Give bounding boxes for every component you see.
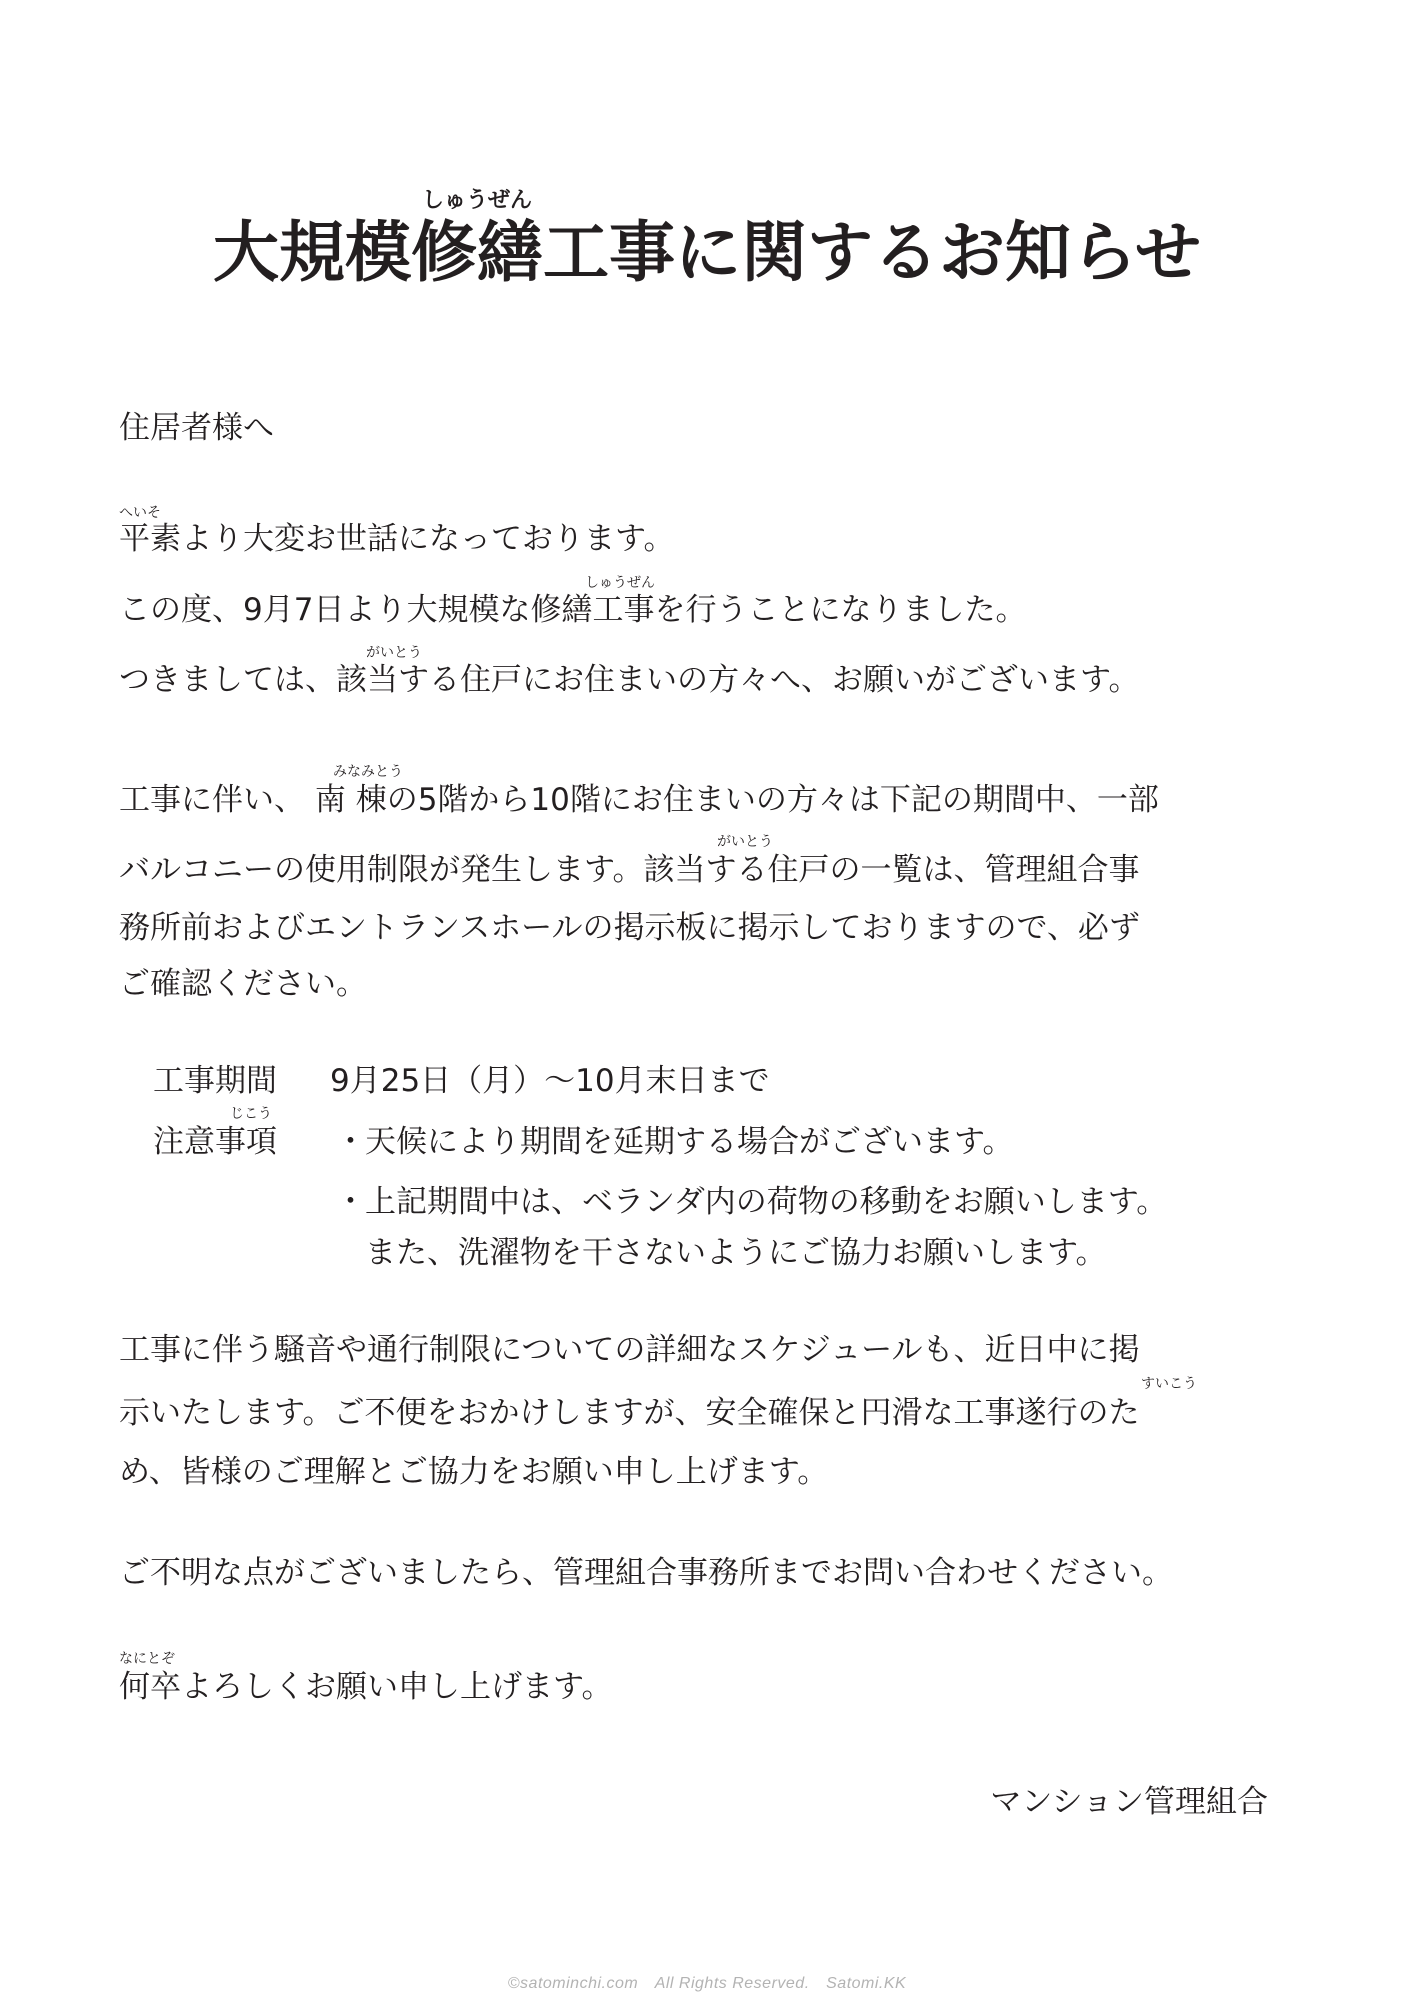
- bullet-mark: ・: [335, 1124, 366, 1160]
- body1-line-3: 務所前およびエントランスホールの掲示板に掲示しておりますので、必ず: [119, 910, 1140, 946]
- ruby-suikou: すいこう: [1141, 1376, 1197, 1392]
- contact-line: ご不明な点がございましたら、管理組合事務所までお問い合わせください。: [119, 1555, 1173, 1591]
- body1-line-4: ご確認ください。: [119, 966, 367, 1002]
- closing-line: 何卒よろしくお願い申し上げます。: [119, 1669, 613, 1705]
- title-ruby: しゅうぜん: [421, 188, 532, 213]
- ruby-shuuzen: しゅうぜん: [585, 575, 655, 591]
- body2-line-1: 工事に伴う騒音や通行制限についての詳細なスケジュールも、近日中に掲: [119, 1332, 1140, 1368]
- signature: マンション管理組合: [990, 1784, 1268, 1820]
- note-continuation: また、洗濯物を干さないようにご協力お願いします。: [365, 1235, 1107, 1271]
- ruby-gaitou-1: がいとう: [366, 645, 422, 661]
- ruby-nanitozo: なにとぞ: [119, 1651, 175, 1667]
- notes-label: 注意事項: [153, 1124, 277, 1160]
- period-label: 工事期間: [153, 1063, 277, 1099]
- copyright-footer: ©satominchi.com All Rights Reserved. Satomi.KK: [507, 1975, 907, 1992]
- body2-line-3: め、皆様のご理解とご協力をお願い申し上げます。: [119, 1454, 829, 1490]
- body1-line-1: 工事に伴い、 南 棟の5階から10階にお住まいの方々は下記の期間中、一部: [119, 782, 1159, 818]
- ruby-gaitou-2: がいとう: [717, 834, 773, 850]
- ruby-minamitou: みなみとう: [333, 764, 403, 780]
- body1-line-2: バルコニーの使用制限が発生します。該当する住戸の一覧は、管理組合事: [119, 852, 1140, 888]
- ruby-heiso: へいそ: [119, 505, 161, 521]
- ruby-jikou: じこう: [230, 1106, 272, 1122]
- note-text: 上記期間中は、ベランダ内の荷物の移動をお願いします。: [365, 1184, 1168, 1220]
- intro-line-2: この度、9月7日より大規模な修繕工事を行うことになりました。: [119, 592, 1027, 628]
- intro-line-1: 平素より大変お世話になっております。: [119, 521, 675, 557]
- note-item: [335, 1122, 1014, 1162]
- bullet-mark: ・: [335, 1184, 366, 1220]
- body2-line-2: 示いたします。ご不便をおかけしますが、安全確保と円滑な工事遂行のた: [119, 1395, 1140, 1431]
- greeting: 住居者様へ: [119, 410, 274, 446]
- page-title: 大規模修繕工事に関するお知らせ: [212, 214, 1202, 291]
- note-item: [335, 1182, 1167, 1222]
- note-text: 天候により期間を延期する場合がございます。: [365, 1124, 1014, 1160]
- period-value: 9月25日（月）～10月末日まで: [330, 1063, 770, 1099]
- intro-line-3: つきましては、該当する住戸にお住まいの方々へ、お願いがございます。: [119, 662, 1140, 698]
